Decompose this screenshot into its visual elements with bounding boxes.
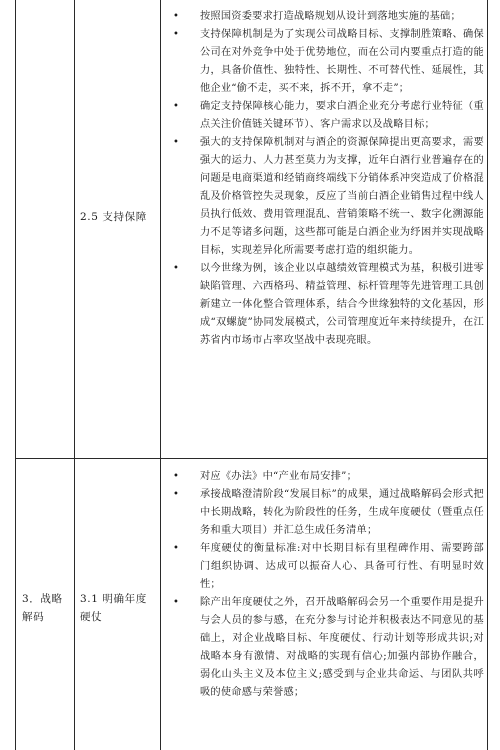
list-item: • 对应《办法》中“产业布局安排”； xyxy=(168,468,484,486)
bullet-icon: • xyxy=(173,29,180,40)
list-item: • 年度硬仗的衡量标准:对中长期目标有里程碑作用、需要跨部门组织协调、达成可以振奋人心、具备可行性、有明显时效性； xyxy=(168,540,484,594)
list-item: • 确定支持保障核心能力，要求白酒企业充分考虑行业特征（重点关注价值链关键环节）、客户需求以及战略目标； xyxy=(168,98,484,134)
list-item: • 以今世缘为例，该企业以卓越绩效管理模式为基，积极引进零缺陷管理、六西格玛、精益管理、标杆管理等先进管理工具创新建立一体化整合管理体系，结合今世缘独特的文化基因，形成“双螺旋”协同发展模式，公司管理度近年来持续提升，在江苏省内市场市占率攻坚战中表现亮眼。 xyxy=(168,260,484,350)
annual-battles-bullet-list xyxy=(168,468,484,702)
bullet-icon: • xyxy=(173,263,180,274)
bullet-icon: • xyxy=(173,471,180,482)
list-item: • 强大的支持保障机制对与酒企的资源保障提出更高要求，需要强大的运力、人力甚至莫力为支撑，近年白酒行业普遍存在的问题是电商渠道和经销商终端线下分销体系冲突造成了价格混乱及价格管控失灵现象，反应了当前白酒企业销售过程中线人员执行低效、费用管理混乱、营销策略不统一、数字化溯源能力不足等诸多问题，这些都可能是白酒企业为纾困并实现战略目标，实现差异化所需要考虑打造的组织能力。 xyxy=(168,134,484,260)
bullet-icon: • xyxy=(173,543,180,554)
list-item: • 承接战略澄清阶段“发展目标”的成果，通过战略解码会形式把中长期战略，转化为阶段性的任务，生成年度硬仗（暨重点任务和重大项目）并汇总生成任务清单； xyxy=(168,486,484,540)
section-label-strategy-decoding: 3．战略解码 xyxy=(22,593,63,623)
list-item: • 除产出年度硬仗之外，召开战略解码会另一个重要作用是提升与会人员的参与感，在充分参与讨论并积极表达不同意见的基础上，对企业战略目标、年度硬仗、行动计划等形成共识;对战略本身有激情、对战略的实现有信心;加强内部协作融合，弱化山头主义及本位主义;感受到与企业共命运、与团队共呼吸的使命感与荣誉感； xyxy=(168,594,484,702)
bullet-icon: • xyxy=(173,101,180,112)
section-label-support: 2.5 支持保障 xyxy=(80,211,147,223)
section-label-annual-battles: 3.1 明确年度硬仗 xyxy=(80,593,147,623)
row-divider xyxy=(15,458,487,459)
bullet-icon: • xyxy=(173,597,180,608)
bullet-icon: • xyxy=(173,489,180,500)
table-border-right xyxy=(487,0,488,750)
bullet-icon: • xyxy=(173,11,180,22)
bullet-icon: • xyxy=(173,137,180,148)
support-bullet-list xyxy=(168,8,484,350)
table-border-left xyxy=(15,0,16,750)
list-item: • 支持保障机制是为了实现公司战略目标、支撑制胜策略、确保公司在对外竞争中处于优势地位，而在公司内要重点打造的能力，具备价值性、独特性、长期性、不可替代性、延展性，其他企业“偷不走，买不来，拆不开，拿不走”； xyxy=(168,26,484,98)
list-item: • 按照国资委要求打造战略规划从设计到落地实施的基础； xyxy=(168,8,484,26)
column-divider-1 xyxy=(74,0,75,750)
column-divider-2 xyxy=(160,0,161,750)
